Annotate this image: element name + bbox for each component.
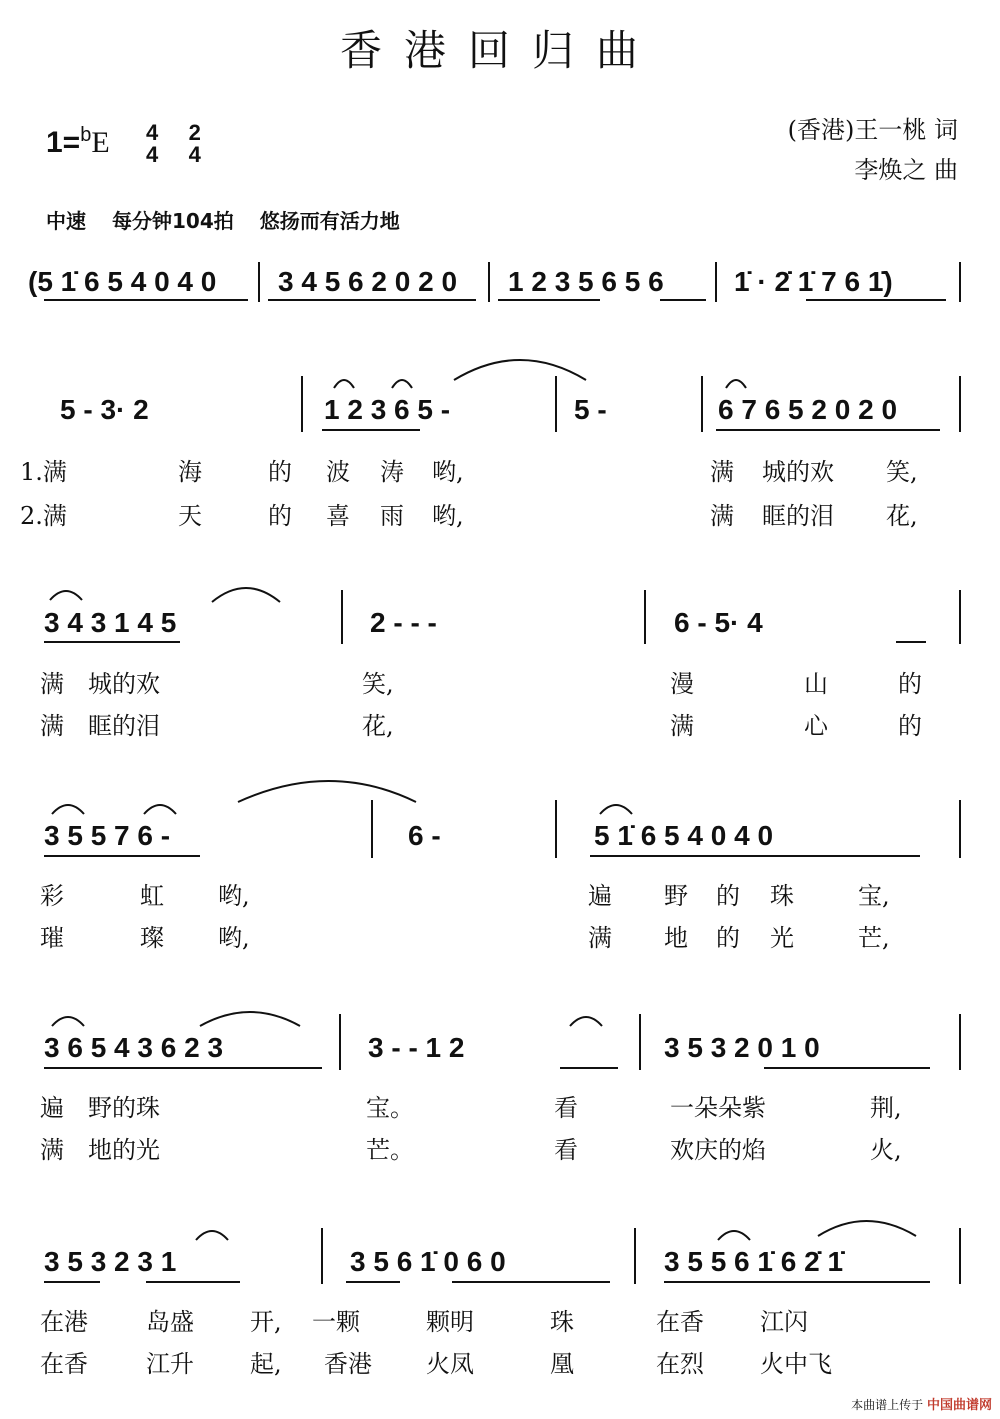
- measure: 5 1̇ 6 5 4 0 4 0: [594, 820, 774, 851]
- measure: 6 - 5· 4: [674, 607, 763, 638]
- lyric: 野: [664, 882, 688, 910]
- lyric: 笑,: [362, 670, 394, 698]
- measure: 2 - - -: [370, 607, 437, 638]
- lyric: 涛: [380, 458, 404, 486]
- measure: (5 1̇ 6 5 4 0 4 0: [28, 266, 217, 297]
- lyric: 山: [804, 670, 828, 698]
- lyric: 满: [710, 502, 734, 530]
- lyric: 江闪: [760, 1308, 808, 1336]
- time-sig-bottom: 4: [146, 142, 159, 167]
- measure: 5 - 3· 2: [60, 394, 149, 425]
- measure: 3 - - 1 2: [368, 1032, 465, 1063]
- lyric: 遍: [588, 882, 612, 910]
- lyric: 遍: [40, 1094, 64, 1122]
- lyric: 芒,: [858, 924, 890, 952]
- lyric: 地: [664, 924, 688, 952]
- measure: 3 5 5 6 1̇ 6 2̇ 1̇: [664, 1246, 844, 1277]
- lyric: 在香: [40, 1350, 88, 1378]
- lyric: 城的欢: [762, 458, 834, 486]
- lyric: 天: [178, 502, 202, 530]
- measure: 1 2 3 6 5 -: [324, 394, 451, 425]
- lyric: 笑,: [886, 458, 918, 486]
- measure: 3 5 5 7 6 -: [44, 820, 171, 851]
- song-title: 香港回归曲: [339, 26, 660, 75]
- tempo-expression: 悠扬而有活力地: [259, 209, 400, 233]
- lyric: 的: [716, 882, 740, 910]
- lyric: 1.满: [20, 458, 67, 486]
- lyric: 城的欢: [88, 670, 160, 698]
- lyric: 哟,: [218, 882, 250, 910]
- lyric: 野的珠: [88, 1094, 160, 1122]
- lyric: 心: [804, 712, 828, 740]
- lyric: 哟,: [218, 924, 250, 952]
- lyric: 火中飞: [760, 1350, 832, 1378]
- lyric: 香港: [324, 1350, 372, 1378]
- lyric: 喜: [326, 502, 350, 530]
- lyric: 满: [40, 1136, 64, 1164]
- time-sig-bottom: 4: [188, 142, 201, 167]
- time-sig-top: 2: [188, 120, 201, 145]
- measure: 3 5 3 2 0 1 0: [664, 1032, 820, 1063]
- lyricist-credit: (香港)王一桃 词: [787, 116, 958, 144]
- lyric: 花,: [886, 502, 918, 530]
- lyric: 雨: [380, 502, 404, 530]
- lyric: 在香: [656, 1308, 704, 1336]
- measure: 3 6 5 4 3 6 2 3: [44, 1032, 224, 1063]
- measure: 3 4 5 6 2 0 2 0: [278, 266, 458, 297]
- time-sig-top: 4: [146, 120, 159, 145]
- lyric: 欢庆的焰: [670, 1136, 766, 1164]
- lyric: 满: [710, 458, 734, 486]
- lyric: 颗明: [426, 1308, 474, 1336]
- lyric: 波: [326, 458, 350, 486]
- measure: 5 -: [574, 394, 607, 425]
- lyric: 火凤: [426, 1350, 474, 1378]
- lyric: 宝,: [858, 882, 890, 910]
- lyric: 的: [268, 502, 292, 530]
- lyric: 的: [898, 712, 922, 740]
- lyric: 哟,: [432, 458, 464, 486]
- measure: 6 -: [408, 820, 441, 851]
- lyric: 看: [554, 1094, 578, 1122]
- measure: 6 7 6 5 2 0 2 0: [718, 394, 898, 425]
- lyric: 一颗: [312, 1308, 360, 1336]
- lyric: 满: [40, 670, 64, 698]
- footer-watermark: [851, 1394, 992, 1413]
- lyric: 宝。: [366, 1094, 414, 1122]
- lyric: 芒。: [366, 1136, 414, 1164]
- lyric: 的: [716, 924, 740, 952]
- lyric: 岛盛: [146, 1308, 194, 1336]
- lyric: 彩: [40, 882, 64, 910]
- lyric: 的: [898, 670, 922, 698]
- lyric: 看: [554, 1136, 578, 1164]
- lyric: 开,: [250, 1308, 282, 1336]
- lyric: 满: [588, 924, 612, 952]
- lyric: 哟,: [432, 502, 464, 530]
- site-logo: 中国曲谱网: [926, 1398, 992, 1413]
- lyric: 起,: [250, 1350, 282, 1378]
- lyric: 满: [40, 712, 64, 740]
- composer-credit: 李焕之 曲: [854, 156, 958, 184]
- lyric: 花,: [362, 712, 394, 740]
- flat-sign: b: [80, 123, 92, 146]
- measure: 3 4 3 1 4 5: [44, 607, 177, 638]
- lyric: 在烈: [656, 1350, 704, 1378]
- lyric: 漫: [670, 670, 694, 698]
- lyric: 眶的泪: [88, 712, 160, 740]
- lyric: 2.满: [20, 502, 67, 530]
- lyric: 荆,: [870, 1094, 902, 1122]
- lyric: 虹: [140, 882, 164, 910]
- key-note: E: [91, 125, 110, 159]
- lyric: 凰: [550, 1350, 574, 1378]
- lyric: 江升: [146, 1350, 194, 1378]
- lyric: 海: [178, 458, 202, 486]
- lyric: 珠: [550, 1308, 574, 1336]
- measure: 1̇ · 2̇ 1̇ 7 6 1̇): [734, 266, 893, 297]
- lyric: 一朵朵紫: [670, 1094, 766, 1122]
- lyric: 在港: [40, 1308, 88, 1336]
- lyric: 地的光: [88, 1136, 160, 1164]
- lyric: 满: [670, 712, 694, 740]
- lyric: 火,: [870, 1136, 902, 1164]
- tempo-bpm: 每分钟104拍: [112, 209, 234, 233]
- lyric: 璀: [40, 924, 64, 952]
- lyric: 璨: [140, 924, 164, 952]
- lyric: 的: [268, 458, 292, 486]
- measure: 1 2 3 5 6 5 6: [508, 266, 664, 297]
- tempo-speed: 中速: [46, 209, 86, 233]
- lyric: 光: [770, 924, 794, 952]
- measure: 3 5 6 1̇ 0 6 0: [350, 1246, 506, 1277]
- lyric: 眶的泪: [762, 502, 834, 530]
- footer-text: 本曲谱上传于: [851, 1398, 924, 1412]
- measure: 3 5 3 2 3 1: [44, 1246, 177, 1277]
- key-prefix: 1=: [46, 125, 81, 159]
- lyric: 珠: [770, 882, 794, 910]
